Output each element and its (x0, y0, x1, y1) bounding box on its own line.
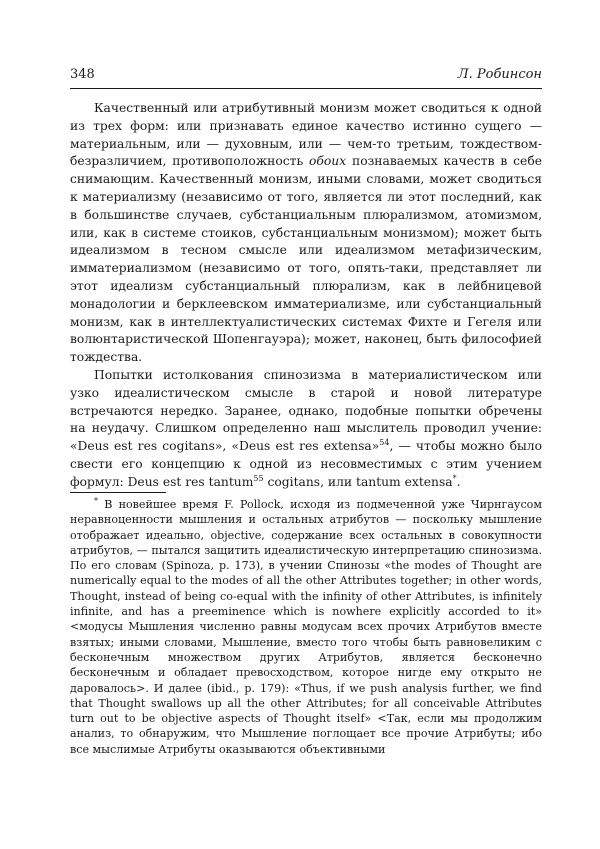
footnote-rule (70, 492, 166, 493)
emphasis: обоих (308, 154, 347, 169)
footnote-text: В новейшее время F. Pollock, исходя из подмеченной уже Чирнгаусом неравноценности мышления и остальных атрибутов — поскольку мышление отображает идеально, objective, содержание всех остальных в совокупности атрибутов, — пытался защитить идеалистическую интерпретацию спинозизма. По его словам (Spinoza, p. 173), в учении Спинозы «the modes of Thought are numerically equal to the modes of all the other Attributes together; in other words, Thought, instead of being co-equal with the infinity of other Attributes, is infinitely infinite, and has a preeminence which is nowhere explicitly accorded to it» <модусы Мышления численно равны модусам всех прочих Атрибутов вместе взятых; иными словами, Мышление, вместо того чтобы быть равновеликим с бесконечным множеством других Атрибутов, является бесконечно бесконечным и обладает превосходством, которое нигде ему открыто не даровалось>. И далее (ibid., p. 179): «Thus, if we push analysis further, we find that Thought swallows up all the other Attributes; for all conceivable Attributes turn out to be objective aspects of Thought itself» <Так, если мы продолжим анализ, то обнаружим, что Мышление поглощает все прочие Атрибуты; ибо все мыслимые Атрибуты оказываются объективными (70, 498, 542, 756)
endnote-ref-55[interactable]: 55 (253, 473, 264, 483)
footnote-ref-star[interactable]: * (452, 473, 457, 483)
running-header (70, 66, 542, 84)
paragraph-1: Качественный или атрибутивный монизм может сводиться к одной из трех форм: или признавать единое качество истинно сущего — материальным, или — духовным, или — чем-то третьим, тождеством-безразличием, противоположность обоих познаваемых качеств в себе снимающим. Качественный монизм, иными словами, может сводиться к материализму (независимо от того, является ли этот последний, как в большинстве случаев, субстанциальным плюрализмом, атомизмом, или, как в системе стоиков, субстанциальным монизмом); может быть идеализмом в тесном смысле или идеализмом метафизическим, имматериализмом (независимо от того, опять-таки, представляет ли этот идеализм субстанциальный плюрализм, как в лейбницевой монадологии и берклеевском имматериализме, или субстанциальный монизм, как в интеллектуалистических системах Фихте и Гегеля или волюнтаристической Шопенгауэра); может, наконец, быть философией тождества. (70, 101, 542, 365)
running-head-author: Л. Робинсон (457, 67, 542, 82)
footnote (70, 497, 542, 757)
page-number: 348 (70, 67, 95, 82)
paragraph-2: Попытки истолкования спинозизма в материалистическом или узко идеалистическом смысле в старой и новой литературе встречаются нередко. Заранее, однако, подобные попытки обречены на неудачу. Слишком определенно наш мыслитель проводил учение: «Deus est res cogitans», «Deus est res extensa»$^{54}$, — чтобы можно было свести его концепцию к одной из несовместимых с этим учением формул: Deus est res tantum$^{55}$ cogitans, или tantum extensa*. (70, 367, 543, 489)
header-rule (70, 88, 542, 89)
footnote-marker: * (94, 496, 98, 506)
footnote-paragraph (70, 497, 542, 757)
endnote-ref-54[interactable]: 54 (379, 438, 390, 448)
main-text (70, 100, 542, 492)
